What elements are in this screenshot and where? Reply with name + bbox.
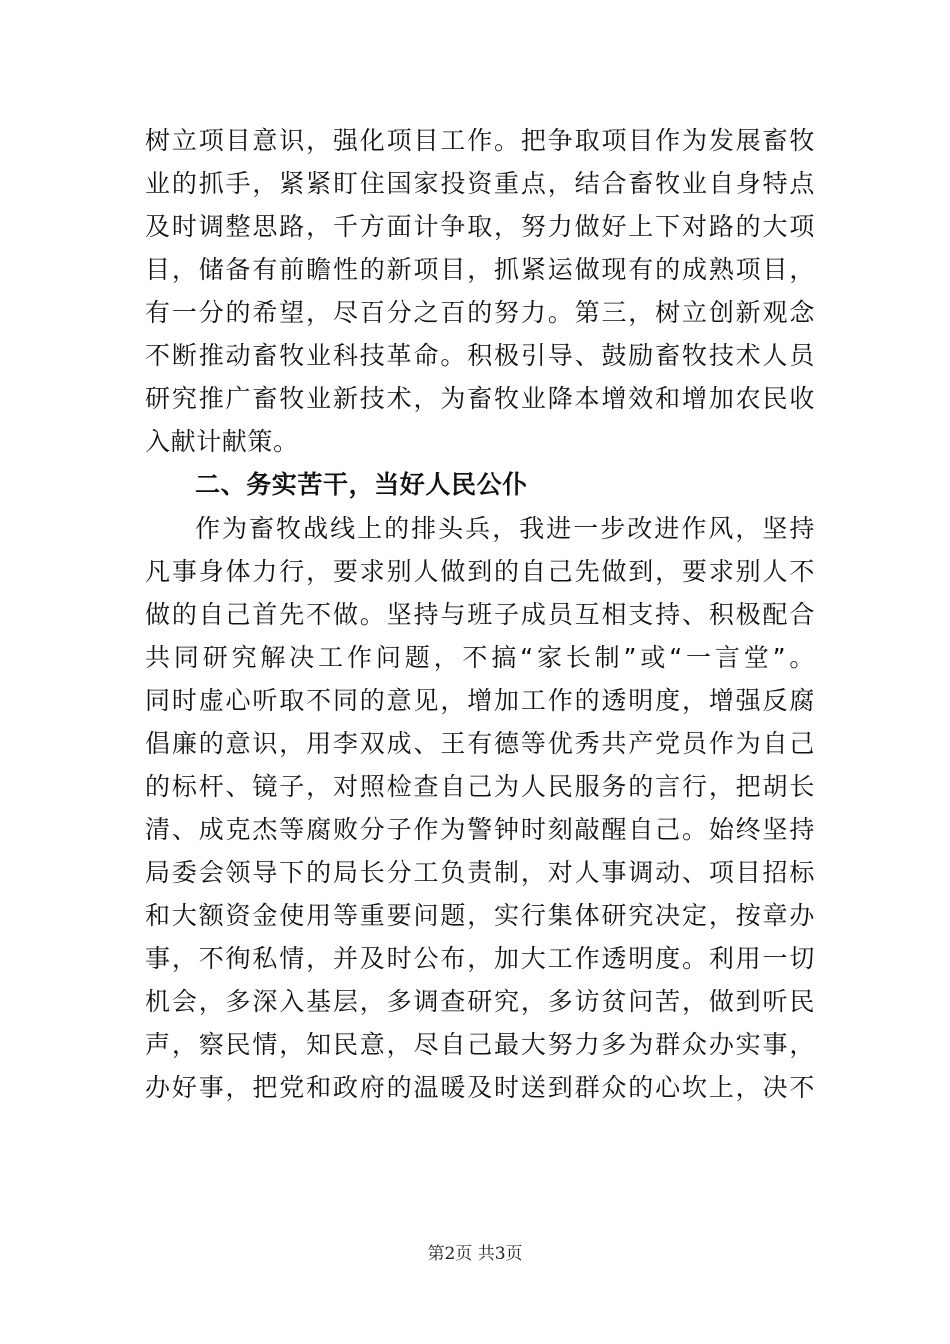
body-line: 研究推广畜牧业新技术，为畜牧业降本增效和增加农民收 (145, 384, 815, 413)
body-line: 机会，多深入基层，多调查研究，多访贫问苦，做到听民 (145, 987, 815, 1016)
body-line: 业的抓手，紧紧盯住国家投资重点，结合畜牧业自身特点 (145, 169, 815, 198)
body-line: 同时虚心听取不同的意见，增加工作的透明度，增强反腐 (145, 686, 815, 715)
body-line: 清、成克杰等腐败分子作为警钟时刻敲醒自己。始终坚持 (145, 815, 815, 844)
body-line: 不断推动畜牧业科技革命。积极引导、鼓励畜牧技术人员 (145, 341, 815, 370)
body-line: 共同研究解决工作问题，不搞“家长制”或“一言堂”。 (145, 643, 815, 672)
body-line: 有一分的希望，尽百分之百的努力。第三，树立创新观念 (145, 298, 815, 327)
body-line: 目，储备有前瞻性的新项目，抓紧运做现有的成熟项目， (145, 255, 815, 284)
section-heading: 二、务实苦干，当好人民公仆 (195, 470, 528, 499)
body-line: 入献计献策。 (145, 427, 299, 456)
body-line: 局委会领导下的局长分工负责制，对人事调动、项目招标 (145, 858, 815, 887)
body-line: 做的自己首先不做。坚持与班子成员互相支持、积极配合 (145, 600, 815, 629)
body-line: 的标杆、镜子，对照检查自己为人民服务的言行，把胡长 (145, 772, 815, 801)
body-line: 事，不徇私情，并及时公布，加大工作透明度。利用一切 (145, 944, 815, 973)
body-line: 及时调整思路，千方面计争取，努力做好上下对路的大项 (145, 212, 815, 241)
body-line: 凡事身体力行，要求别人做到的自己先做到，要求别人不 (145, 557, 815, 586)
body-line: 作为畜牧战线上的排头兵，我进一步改进作风，坚持 (195, 514, 815, 543)
body-line: 办好事，把党和政府的温暖及时送到群众的心坎上，决不 (145, 1073, 815, 1102)
body-line: 倡廉的意识，用李双成、王有德等优秀共产党员作为自己 (145, 729, 815, 758)
body-line: 声，察民情，知民意，尽自己最大努力多为群众办实事， (145, 1030, 815, 1059)
body-line: 和大额资金使用等重要问题，实行集体研究决定，按章办 (145, 901, 815, 930)
page-number-footer: 第2页 共3页 (427, 1244, 523, 1264)
body-line: 树立项目意识，强化项目工作。把争取项目作为发展畜牧 (145, 126, 815, 155)
